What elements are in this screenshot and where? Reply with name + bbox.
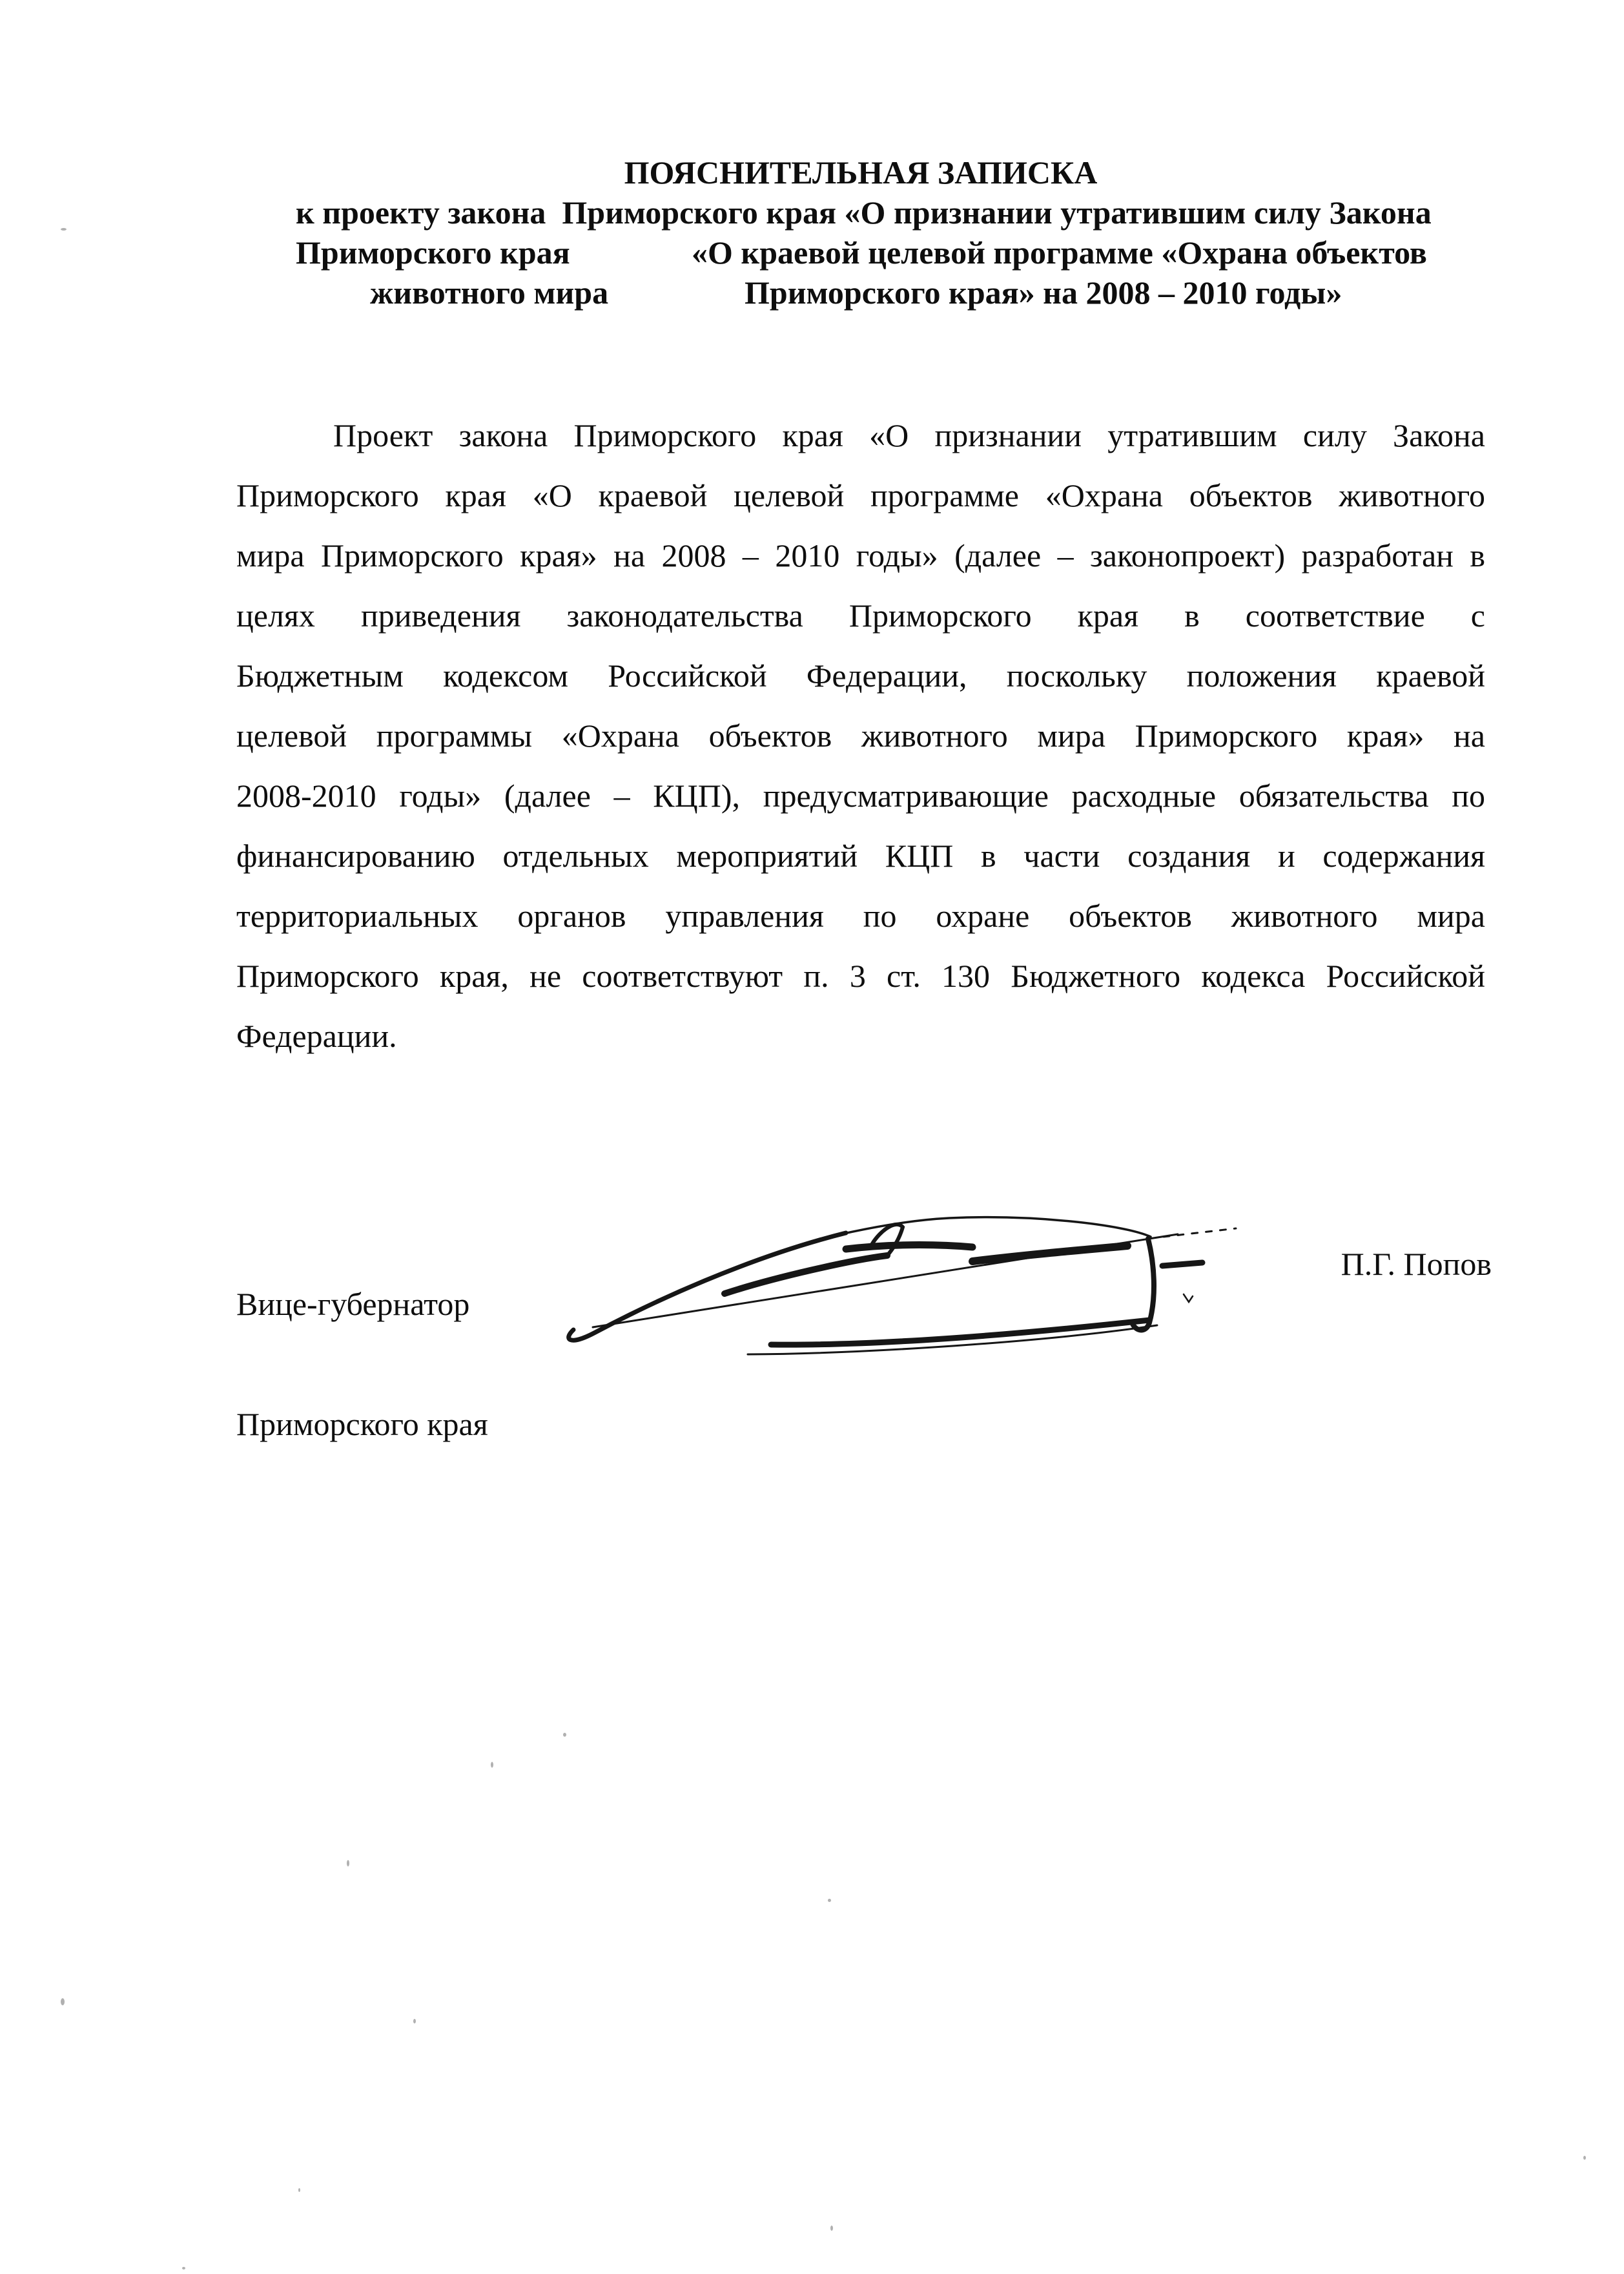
signature-stroke xyxy=(872,1225,903,1256)
title-line-3-left: животного мира xyxy=(370,274,609,311)
body-line: мира Приморского края» на 2008 – 2010 годы» (далее – законопроект) разработан в xyxy=(236,537,1485,574)
scan-speck xyxy=(298,2188,300,2192)
body-line: Приморского края, не соответствуют п. 3 ст. 130 Бюджетного кодекса Российской xyxy=(236,958,1485,994)
document-heading: ПОЯСНИТЕЛЬНАЯ ЗАПИСКА xyxy=(624,154,1098,191)
scan-speck xyxy=(563,1733,566,1737)
body-line: Бюджетным кодексом Российской Федерации, поскольку положения краевой xyxy=(236,657,1485,694)
signatory-role-line-1: Вице-губернатор xyxy=(236,1286,470,1322)
title-line-2 xyxy=(236,233,1485,273)
scan-speck xyxy=(830,2226,833,2231)
title-line-3 xyxy=(236,273,1485,313)
signatory-role-line-2: Приморского края xyxy=(236,1406,488,1442)
signature-stroke xyxy=(1162,1263,1202,1266)
signature-stroke xyxy=(1184,1294,1193,1302)
body-line: Приморского края «О краевой целевой программе «Охрана объектов животного xyxy=(236,477,1485,513)
scan-speck xyxy=(61,228,67,231)
title-block xyxy=(236,152,1485,313)
scan-speck xyxy=(61,1998,65,2005)
handwritten-signature xyxy=(554,1196,1245,1377)
scan-speck xyxy=(828,1899,831,1902)
signature-stroke xyxy=(846,1245,972,1249)
signatory-name: П.Г. Попов xyxy=(1341,1246,1492,1282)
body-line: Проект закона Приморского края «О признании утратившим силу Закона xyxy=(333,417,1485,453)
signature-stroke xyxy=(972,1246,1127,1261)
scan-speck xyxy=(491,1762,493,1768)
signatory-role xyxy=(236,1204,488,1524)
body-paragraph xyxy=(236,406,1485,1066)
signature-stroke xyxy=(771,1320,1149,1345)
title-line-2-right: «О краевой целевой программе «Охрана объектов xyxy=(692,234,1427,271)
body-line: 2008-2010 годы» (далее – КЦП), предусматривающие расходные обязательства по xyxy=(236,778,1485,814)
body-line: финансированию отдельных мероприятий КЦП в части создания и содержания xyxy=(236,838,1485,874)
scan-speck xyxy=(347,1860,349,1866)
title-line-2-left: Приморского края xyxy=(296,234,570,271)
scan-speck xyxy=(1583,2156,1586,2160)
scan-speck xyxy=(182,2267,185,2269)
signature-stroke xyxy=(1133,1239,1154,1330)
title-line-1: к проекту закона Приморского края «О признании утратившим силу Закона xyxy=(296,194,1432,231)
body-line: Федерации. xyxy=(236,1018,397,1054)
scan-speck xyxy=(413,2019,416,2023)
body-line: целях приведения законодательства Приморского края в соответствие с xyxy=(236,597,1485,634)
signature-stroke xyxy=(838,1217,1151,1237)
body-line: целевой программы «Охрана объектов животного мира Приморского края» на xyxy=(236,718,1485,754)
title-line-3-right: Приморского края» на 2008 – 2010 годы» xyxy=(745,274,1342,311)
body-line: территориальных органов управления по охране объектов животного мира xyxy=(236,898,1485,934)
